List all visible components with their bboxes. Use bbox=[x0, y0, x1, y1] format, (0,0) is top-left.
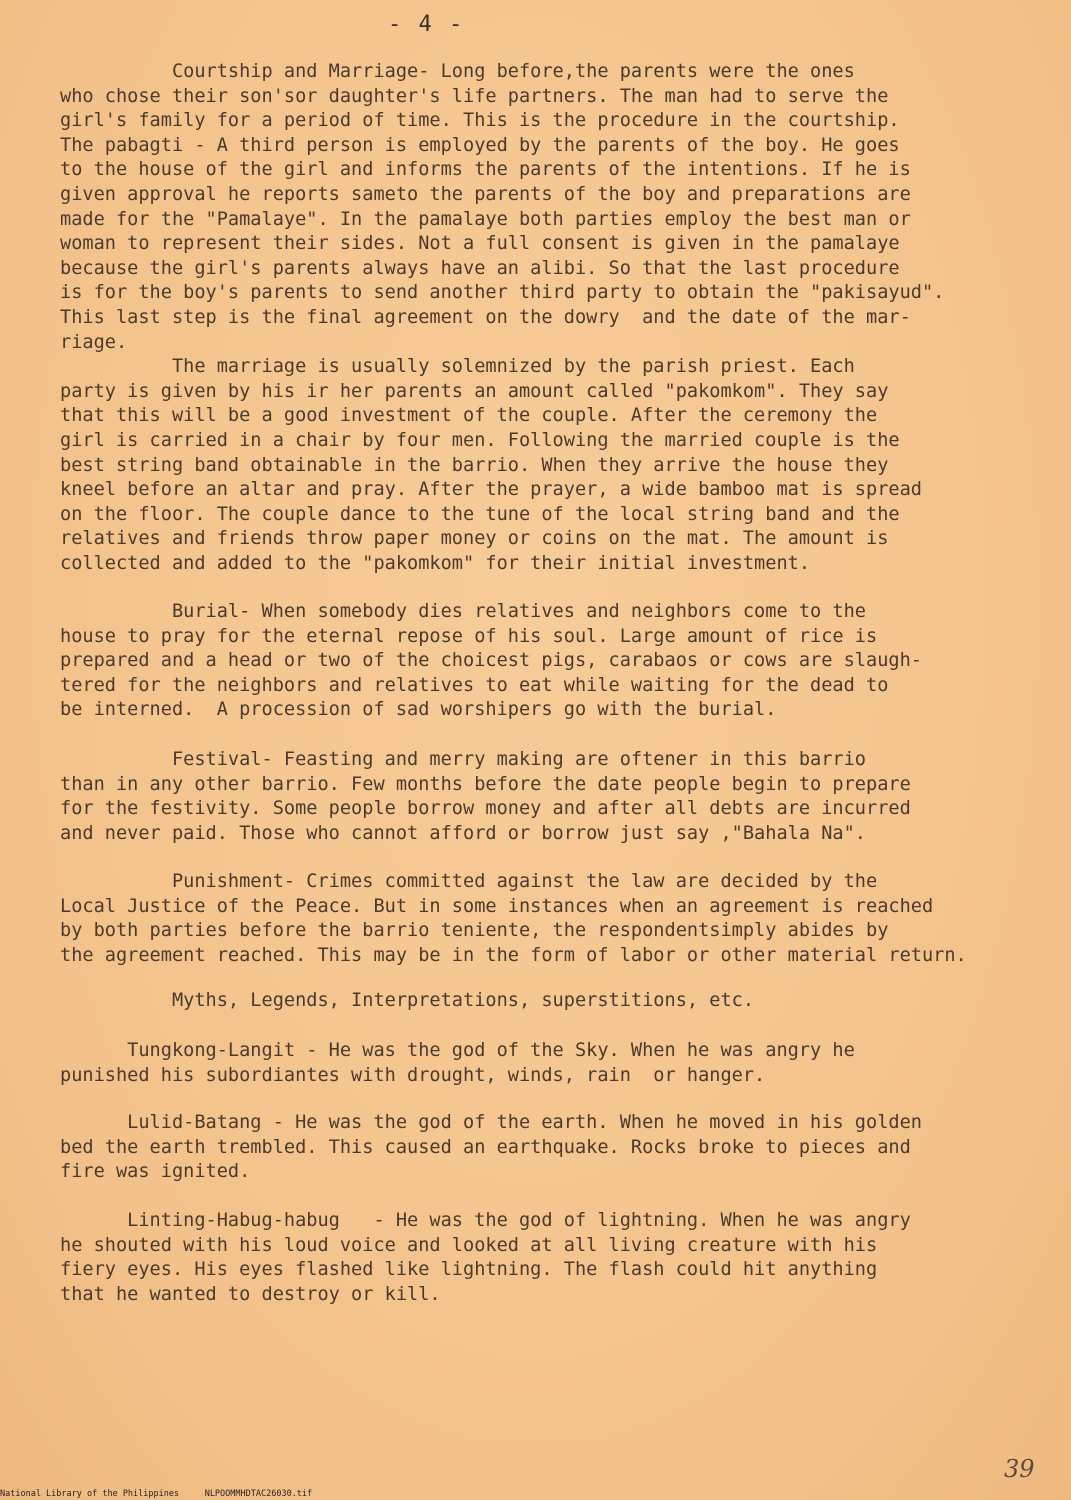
text-line: girl is carried in a chair by four men. Following the married couple is the bbox=[60, 429, 900, 451]
text-line: is for the boy's parents to send another third party to obtain the "pakisayud". bbox=[60, 282, 945, 304]
text-line: Burial- When somebody dies relatives and neighbors come to the bbox=[60, 601, 866, 622]
section-tungkong-langit bbox=[60, 1039, 1020, 1088]
section-festival bbox=[60, 748, 1020, 846]
text-line: given approval he reports sameto the parents of the boy and preparations are bbox=[60, 183, 911, 205]
text-line: riage. bbox=[60, 331, 128, 353]
text-line: than in any other barrio. Few months before the date people begin to prepare bbox=[60, 773, 911, 795]
text-line: on the floor. The couple dance to the tune of the local string band and the bbox=[60, 503, 900, 525]
text-line: who chose their son'sor daughter's life partners. The man had to serve the bbox=[60, 85, 889, 107]
text-line: Punishment- Crimes committed against the law are decided by the bbox=[60, 871, 878, 892]
text-line: punished his subordiantes with drought, winds, rain or hanger. bbox=[60, 1064, 766, 1086]
text-line: party is given by his ir her parents an amount called "pakomkom". They say bbox=[60, 380, 889, 402]
text-line: Courtship and Marriage- Long before,the parents were the ones bbox=[60, 61, 855, 82]
section-punishment bbox=[60, 870, 1020, 968]
text-line: because the girl's parents always have an alibi. So that the last procedure bbox=[60, 257, 900, 279]
text-line: Local Justice of the Peace. But in some instances when an agreement is reached bbox=[60, 895, 934, 917]
text-line: kneel before an altar and pray. After the prayer, a wide bamboo mat is spread bbox=[60, 479, 922, 501]
text-line: Myths, Legends, Interpretations, superstitions, etc. bbox=[60, 990, 755, 1011]
text-line: made for the "Pamalaye". In the pamalaye both parties employ the best man or bbox=[60, 208, 911, 230]
text-line: Festival- Feasting and merry making are oftener in this barrio bbox=[60, 749, 866, 770]
text-line: Tungkong-Langit - He was the god of the Sky. When he was angry he bbox=[60, 1040, 855, 1061]
section-courtship bbox=[60, 60, 1020, 576]
text-line: Lulid-Batang - He was the god of the earth. When he moved in his golden bbox=[60, 1112, 922, 1133]
text-line: to the house of the girl and informs the parents of the intentions. If he is bbox=[60, 159, 911, 181]
text-line: The marriage is usually solemnized by the parish priest. Each bbox=[60, 356, 855, 378]
page-number: - 4 - bbox=[388, 12, 465, 37]
archive-footer: National Library of the Philippines NLPOOMMHDTAC26030.tif bbox=[0, 1489, 313, 1499]
section-burial bbox=[60, 600, 1020, 723]
text-line: fiery eyes. His eyes flashed like lightning. The flash could hit anything bbox=[60, 1259, 878, 1281]
text-line: best string band obtainable in the barrio. When they arrive the house they bbox=[60, 454, 889, 476]
text-line: collected and added to the "pakomkom" for their initial investment. bbox=[60, 552, 811, 574]
text-line: woman to represent their sides. Not a full consent is given in the pamalaye bbox=[60, 233, 900, 255]
text-line: he shouted with his loud voice and looked at all living creature with his bbox=[60, 1234, 878, 1256]
text-line: fire was ignited. bbox=[60, 1161, 251, 1183]
text-line: relatives and friends throw paper money or coins on the mat. The amount is bbox=[60, 528, 889, 550]
section-myths-heading bbox=[60, 989, 1020, 1014]
text-line: for the festivity. Some people borrow money and after all debts are incurred bbox=[60, 798, 911, 820]
text-line: that he wanted to destroy or kill. bbox=[60, 1283, 441, 1305]
text-line: This last step is the final agreement on the dowry and the date of the mar- bbox=[60, 306, 911, 328]
text-line: by both parties before the barrio teniente, the respondentsimply abides by bbox=[60, 920, 889, 942]
text-line: tered for the neighbors and relatives to eat while waiting for the dead to bbox=[60, 674, 889, 696]
text-line: and never paid. Those who cannot afford or borrow just say ,"Bahala Na". bbox=[60, 822, 866, 844]
text-line: be interned. A procession of sad worshipers go with the burial. bbox=[60, 699, 777, 721]
section-lulid-batang bbox=[60, 1111, 1020, 1185]
section-linting-habug-habug bbox=[60, 1209, 1020, 1307]
text-line: house to pray for the eternal repose of his soul. Large amount of rice is bbox=[60, 625, 878, 647]
text-line: the agreement reached. This may be in the form of labor or other material return. bbox=[60, 944, 967, 966]
text-line: bed the earth trembled. This caused an earthquake. Rocks broke to pieces and bbox=[60, 1136, 911, 1158]
text-line: Linting-Habug-habug - He was the god of lightning. When he was angry bbox=[60, 1210, 911, 1231]
text-line: prepared and a head or two of the choicest pigs, carabaos or cows are slaugh- bbox=[60, 650, 922, 672]
text-line: The pabagti - A third person is employed by the parents of the boy. He goes bbox=[60, 134, 900, 156]
text-line: that this will be a good investment of the couple. After the ceremony the bbox=[60, 405, 878, 427]
text-line: girl's family for a period of time. This is the procedure in the courtship. bbox=[60, 110, 900, 132]
folio-number: 39 bbox=[1004, 1455, 1035, 1483]
